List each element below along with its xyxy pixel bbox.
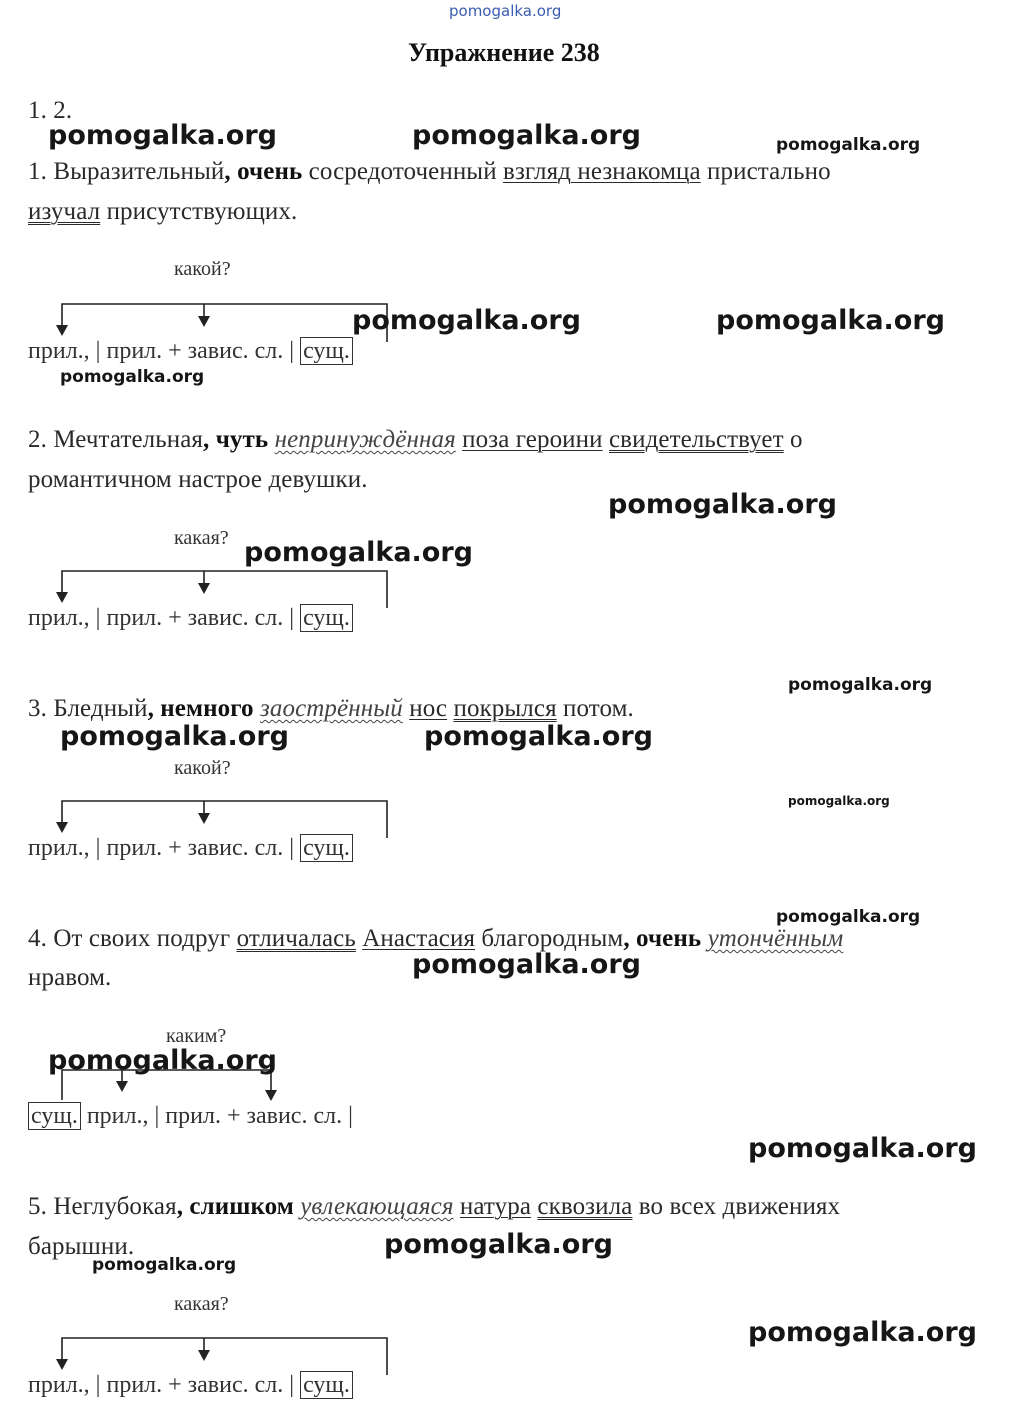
comma: ,: [147, 695, 154, 722]
subject: нос: [409, 695, 448, 722]
watermark: pomogalka.org: [412, 120, 641, 151]
question-label: какой?: [174, 258, 231, 280]
intro-label: 1. 2.: [28, 97, 73, 124]
watermark: pomogalka.org: [244, 537, 473, 568]
question-label: какая?: [174, 1293, 229, 1315]
comma: ,: [176, 1193, 184, 1220]
adjective: Выразительный: [53, 158, 225, 185]
watermark: pomogalka.org: [748, 1317, 977, 1348]
schema-noun-box: сущ.: [300, 604, 353, 632]
adverb: очень: [237, 158, 303, 185]
watermark: pomogalka.org: [60, 721, 289, 752]
schema-noun-box: сущ.: [28, 1102, 81, 1130]
comma: ,: [623, 925, 630, 952]
predicate: сквозила: [537, 1193, 633, 1220]
subject: Анастасия: [362, 925, 476, 952]
question-label: какой?: [174, 757, 231, 779]
schema-adj-dep: прил. + завис. сл. |: [106, 605, 295, 631]
site-link-top[interactable]: pomogalka.org: [449, 2, 562, 20]
watermark: pomogalka.org: [776, 907, 921, 927]
predicate: покрылся: [453, 695, 557, 722]
adverb: чуть: [215, 426, 269, 453]
watermark: pomogalka.org: [608, 489, 837, 520]
sentence-number: 4.: [28, 925, 47, 952]
watermark: pomogalka.org: [788, 675, 933, 695]
schema-adj-dep: прил. + завис. сл. |: [165, 1103, 353, 1129]
adjective-dependent: сосредоточенный: [308, 158, 497, 185]
schema-adj-dep: прил. + завис. сл. |: [106, 835, 295, 861]
question-label: какая?: [174, 527, 229, 549]
schema-adj-dep: прил. + завис. сл. |: [106, 1372, 295, 1398]
sentence-number: 1.: [28, 158, 47, 185]
comma: ,: [203, 426, 210, 453]
schema-adj: прил., |: [28, 605, 101, 631]
sentence-tail: о: [790, 426, 803, 453]
sentence-number: 2.: [28, 426, 47, 453]
adjective: Мечтательная: [53, 426, 204, 453]
question-label: каким?: [166, 1025, 227, 1047]
adjective-dependent: увлекающаяся: [300, 1193, 454, 1220]
watermark: pomogalka.org: [60, 367, 205, 387]
adverb: немного: [160, 695, 254, 722]
schema-adj-dep: прил. + завис. сл. |: [106, 338, 295, 364]
watermark: pomogalka.org: [48, 1045, 277, 1076]
watermark: pomogalka.org: [92, 1255, 237, 1275]
predicate: свидетельствует: [608, 426, 784, 453]
sentence-number: 5.: [28, 1193, 47, 1220]
adjective-dependent: утончённым: [707, 925, 844, 952]
schema-adj: прил., |: [28, 835, 101, 861]
watermark: pomogalka.org: [776, 135, 921, 155]
predicate: отличалась: [236, 925, 356, 952]
subject: поза героини: [462, 426, 603, 453]
sentence-tail: присутствующих.: [106, 198, 298, 225]
schema-5: [28, 1372, 353, 1399]
watermark: pomogalka.org: [748, 1133, 977, 1164]
schema-adj: прил., |: [28, 1372, 101, 1398]
sentence-tail: пристально: [707, 158, 831, 185]
adjective-dependent: заострённый: [260, 695, 403, 722]
watermark: pomogalka.org: [384, 1229, 613, 1260]
adjective: благородным: [481, 925, 624, 952]
sentence-head: От своих подруг: [53, 925, 231, 952]
sentence-tail: во всех движениях: [638, 1193, 841, 1220]
schema-noun-box: сущ.: [300, 1371, 353, 1399]
adjective: Бледный: [53, 695, 148, 722]
adjective: Неглубокая: [53, 1193, 177, 1220]
watermark: pomogalka.org: [424, 721, 653, 752]
predicate: изучал: [28, 198, 101, 225]
sentence-2-line-2: романтичном настрое девушки.: [28, 466, 368, 493]
watermark: pomogalka.org: [352, 305, 581, 336]
comma: ,: [224, 158, 231, 185]
watermark: pomogalka.org: [412, 949, 641, 980]
watermark: pomogalka.org: [716, 305, 945, 336]
subject: взгляд незнакомца: [503, 158, 701, 185]
schema-adj: прил., |: [28, 338, 101, 364]
adverb: очень: [636, 925, 702, 952]
sentence-4-line-2: нравом.: [28, 964, 112, 991]
subject: натура: [459, 1193, 532, 1220]
page-title: Упражнение 238: [408, 38, 600, 67]
sentence-number: 3.: [28, 695, 47, 722]
schema-adj: прил., |: [86, 1103, 160, 1129]
adverb: слишком: [189, 1193, 294, 1220]
schema-noun-box: сущ.: [300, 834, 353, 862]
schema-noun-box: сущ.: [300, 337, 353, 365]
sentence-tail: потом.: [563, 695, 634, 722]
watermark: pomogalka.org: [48, 120, 277, 151]
adjective-dependent: непринуждённая: [274, 426, 456, 453]
sentence-5-line-2: барышни.: [28, 1233, 135, 1260]
watermark: pomogalka.org: [788, 794, 890, 808]
